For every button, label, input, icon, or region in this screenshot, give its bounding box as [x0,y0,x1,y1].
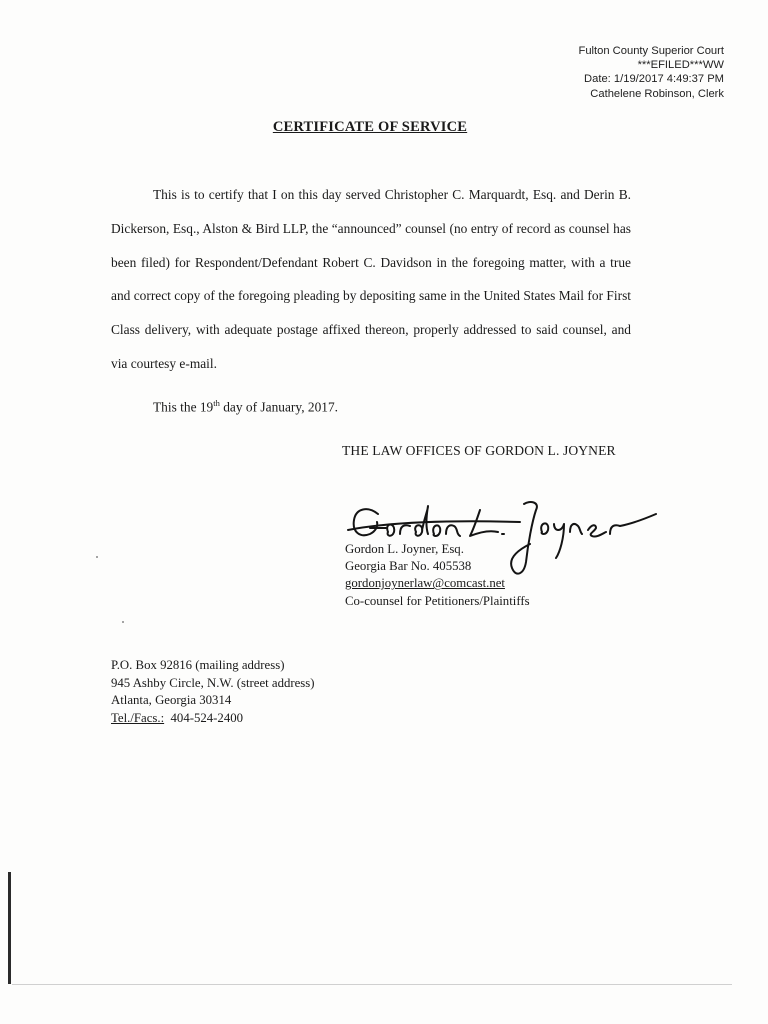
stamp-court: Fulton County Superior Court [578,45,724,57]
scan-bottom-line [12,984,732,985]
signatory-role: Co-counsel for Petitioners/Plaintiffs [345,593,530,608]
scan-speck [122,621,124,623]
mailing-address: P.O. Box 92816 (mailing address) [111,658,285,672]
telephone-number: 404-524-2400 [164,710,244,725]
document-title: CERTIFICATE OF SERVICE [272,119,468,135]
address-block [111,657,315,727]
scan-speck [96,556,98,558]
telephone-line [111,710,315,728]
street-address: 945 Ashby Circle, N.W. (street address) [111,675,315,690]
date-line [153,398,338,415]
signature-block [345,541,530,610]
bar-number: Georgia Bar No. 405538 [345,559,472,574]
scan-edge-mark [8,872,11,984]
date-rest: day of January, 2017. [219,399,339,415]
signatory-name: Gordon L. Joyner, Esq. [345,542,464,556]
certificate-body: This is to certify that I on this day served Christopher C. Marquardt, Esq. and Derin B. Dickerson, Esq., Alston & Bird LLP, the “announced” counsel (no entry of record as counsel has been filed) for Respondent/Defendant Robert C. Davidson in the foregoing matter, with a true and correct copy of the foregoing pleading by depositing same in the United States Mail for First Class delivery, with adequate postage affixed thereon, properly addressed to said counsel, and via courtesy e-mail. [111,187,631,371]
stamp-date: Date: 1/19/2017 4:49:37 PM [584,73,724,86]
law-firm-name: THE LAW OFFICES OF GORDON L. JOYNER [342,443,616,458]
efiled-stamp [578,44,724,101]
city-state-zip: Atlanta, Georgia 30314 [111,693,232,707]
telephone-label: Tel./Facs.: [111,710,165,725]
stamp-clerk: Cathelene Robinson, Clerk [590,87,724,100]
date-ordinal-suffix: th [213,398,220,408]
date-prefix: This the 19 [153,399,214,415]
stamp-efiled: ***EFILED***WW [637,59,724,72]
signatory-email: gordonjoynerlaw@comcast.net [345,576,505,591]
